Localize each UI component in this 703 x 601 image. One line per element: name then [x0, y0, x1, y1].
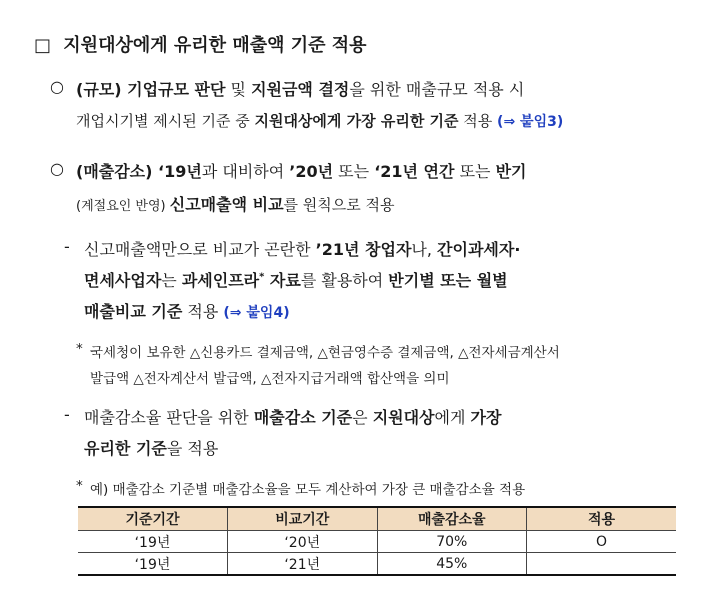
table-cell: [527, 553, 677, 576]
section-heading: [34, 31, 367, 57]
table-row: [78, 553, 676, 576]
sub1-line3: [84, 299, 290, 322]
sub2-line1: [84, 405, 501, 428]
sub1-startup-label: ’21년 창업자: [315, 240, 412, 259]
sub1-data-label: 자료: [264, 271, 301, 290]
table-row: [78, 531, 676, 553]
sub1-tax-infra-label: 과세인프라: [181, 271, 260, 290]
sub2-text: 매출감소율 판단을 위한: [84, 408, 254, 427]
sub1-text: 신고매출액만으로 비교가 곤란한: [84, 240, 316, 259]
item2-bullet: ○: [50, 159, 64, 178]
table-cell: ‘20년: [228, 531, 378, 553]
note2-star: *: [76, 478, 83, 494]
item2-line1: [76, 159, 527, 182]
item1-text: 을 위한 매출규모 적용 시: [349, 80, 525, 99]
sub1-text: 적용: [182, 302, 224, 321]
note1-line2: 발급액 △전자계산서 발급액, △전자지급거래액 합산액을 의미: [90, 371, 450, 387]
item2-line2: [76, 192, 395, 215]
sub1-text: 를 활용하여: [300, 271, 389, 290]
header-base-period: 기준기간: [78, 507, 228, 531]
sub2-text: 은: [352, 408, 373, 427]
note1-line1: 국세청이 보유한 △신용카드 결제금액, △현금영수증 결제금액, △전자세금계산서: [90, 345, 560, 361]
sub2-text: 에게: [434, 408, 471, 427]
sub1-compare-label: 매출비교 기준: [84, 302, 183, 321]
item2-text: 를 원칙으로 적용: [283, 196, 395, 214]
note1-star: *: [76, 341, 83, 357]
sub1-half-monthly-label: 반기별 또는 월별: [388, 271, 508, 290]
sub2-criteria-label: 매출감소 기준: [253, 408, 353, 427]
item1-bullet: ○: [50, 77, 64, 96]
sub2-dash: -: [64, 405, 70, 424]
sub2-target-label: 지원대상: [372, 408, 435, 427]
header-applied: 적용: [527, 507, 677, 531]
item2-text: 과 대비하여: [201, 162, 290, 181]
header-decline-rate: 매출감소율: [377, 507, 527, 531]
sub1-footnote-star: *: [259, 271, 265, 283]
item2-reported-sales-label: 신고매출액 비교: [169, 195, 284, 214]
checkbox-square-icon: □: [34, 35, 52, 56]
sub1-dash: -: [64, 237, 70, 256]
item1-text: 및: [225, 80, 252, 99]
item1-scale-label: (규모) 기업규모 판단: [76, 80, 226, 99]
item2-text: 또는: [333, 162, 375, 181]
item2-season-note: (계절요인 반영): [76, 199, 170, 214]
sub1-text: 는: [161, 271, 182, 290]
table-cell: O: [527, 531, 677, 553]
sub2-text: 을 적용: [166, 439, 219, 458]
appendix4-link[interactable]: (⇒ 붙임4): [223, 305, 290, 321]
sub1-simplified-label: 간이과세자·: [437, 240, 521, 259]
item1-text: 적용: [458, 112, 498, 130]
table-cell: 45%: [377, 553, 527, 576]
item2-2020-label: ’20년: [289, 162, 334, 181]
sub1-text: 나,: [411, 240, 438, 259]
item1-line2: [76, 110, 563, 131]
sub2-most-label: 가장: [470, 408, 502, 427]
header-compare-period: 비교기간: [228, 507, 378, 531]
item2-half-label: 반기: [495, 162, 527, 181]
sales-decline-table: [78, 506, 676, 576]
table-cell: 70%: [377, 531, 527, 553]
section-heading-text: 지원대상에게 유리한 매출액 기준 적용: [63, 35, 367, 56]
note2-text: 예) 매출감소 기준별 매출감소율을 모두 계산하여 가장 큰 매출감소율 적용: [90, 482, 526, 498]
table-header-row: [78, 507, 676, 531]
sub1-exempt-label: 면세사업자: [84, 271, 162, 290]
item1-line1: [76, 77, 524, 100]
sub2-line2: [84, 436, 218, 459]
item2-text: 또는: [454, 162, 496, 181]
sub2-favorable-label: 유리한 기준: [84, 439, 167, 458]
table-cell: ‘19년: [78, 553, 228, 576]
sub1-line1: [84, 237, 520, 260]
item2-sales-label: (매출감소) ‘19년: [76, 162, 202, 181]
table-cell: ‘19년: [78, 531, 228, 553]
appendix3-link[interactable]: (⇒ 붙임3): [497, 114, 564, 130]
item1-text: 개업시기별 제시된 기준 중: [76, 112, 255, 130]
item2-2021-label: ‘21년 연간: [374, 162, 455, 181]
item1-amount-label: 지원금액 결정: [251, 80, 350, 99]
table-cell: ‘21년: [228, 553, 378, 576]
item1-favorable-label: 지원대상에게 가장 유리한 기준: [254, 112, 459, 130]
sub1-line2: [84, 268, 508, 291]
